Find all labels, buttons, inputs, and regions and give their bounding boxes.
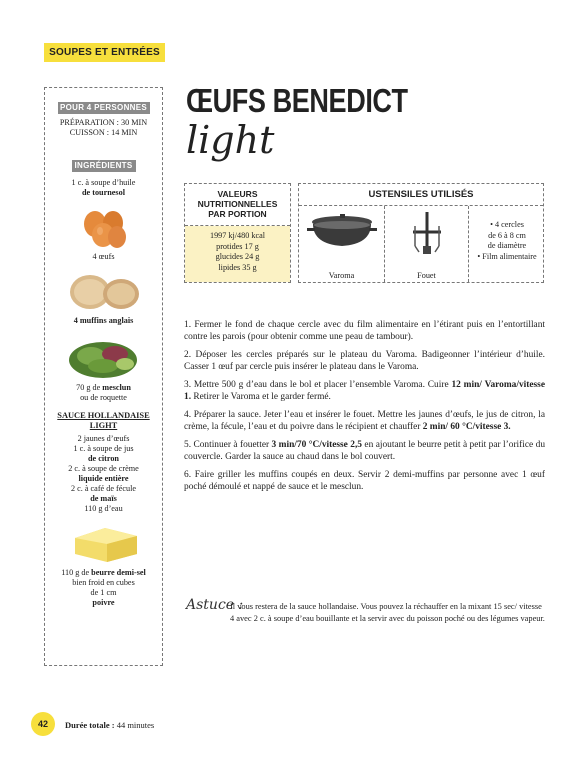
step-3 — [184, 379, 545, 403]
utensil-note-line3: de diamètre — [487, 241, 527, 250]
prep-time: PRÉPARATION : 30 MIN — [59, 118, 148, 127]
nutrition-header — [185, 184, 290, 226]
butter-line1 — [45, 568, 162, 578]
step-4-text: 4. Préparer la sauce. Jeter l’eau et insérer le fouet. Mettre les jaunes d’œufs, le jus de citron, la crème, la fécule, l’eau et du poivre dans le récipient et chauffer — [184, 410, 545, 432]
sauce-line6: 2 c. à café de fécule — [71, 484, 136, 493]
varoma-label: Varoma — [328, 271, 355, 280]
sauce-line2: 1 c. à soupe de jus — [73, 444, 134, 453]
nutrition-header-line2: NUTRITIONNELLES — [197, 199, 278, 209]
step-4-setting: 2 min/ 60 °C/vitesse 3. — [422, 422, 511, 432]
ingredients-badge: INGRÉDIENTS — [72, 160, 136, 172]
nutrition-protein: protides 17 g — [216, 241, 259, 251]
varoma-image — [299, 208, 385, 268]
butter-image — [45, 520, 162, 566]
utensil-note-line4: • Film alimentaire — [477, 251, 537, 261]
ingredient-eggs: 4 œufs — [92, 252, 115, 261]
fouet-label: Fouet — [417, 271, 436, 280]
cook-time: CUISSON : 14 MIN — [69, 128, 138, 137]
sauce-line7: de maïs — [90, 494, 117, 503]
step-6 — [184, 469, 545, 493]
sauce-line4: 2 c. à soupe de crème — [68, 464, 139, 473]
step-5-text-end: en ajoutant le beurre petit à petit par l’orifice du couvercle. Garder la sauce au chaud dans le bol couvert. — [184, 440, 546, 462]
nutrition-header-line3: PAR PORTION — [208, 209, 267, 219]
astuce-label: Astuce : — [186, 597, 244, 613]
ingredient-muffins: 4 muffins anglais — [73, 316, 134, 325]
muffins-image — [45, 270, 162, 314]
section-tag: SOUPES ET ENTRÉES — [44, 43, 165, 62]
step-1 — [184, 319, 545, 343]
sauce-line5: liquide entière — [78, 474, 129, 483]
astuce-text: Il vous restera de la sauce hollandaise. Vous pouvez la réchauffer en la mixant 15 sec/ vitesse 4 avec 2 c. à soupe d’eau bouillante et la servir avec du poisson poché ou des légumes vapeur. — [230, 602, 545, 623]
step-3-text-end: Retirer le Varoma et le garder fermé. — [191, 392, 331, 402]
mesclun-qty: 70 g de — [76, 383, 103, 392]
servings-badge: POUR 4 PERSONNES — [58, 102, 150, 114]
step-4 — [184, 409, 545, 433]
step-6-text: 6. Faire griller les muffins coupés en deux. Servir 2 demi-muffins par personne avec 1 œuf poché démoulé et nappé de sauce et le mesclun. — [184, 470, 545, 492]
total-duration — [65, 720, 154, 730]
butter-qty: 110 g de — [61, 568, 92, 577]
step-3-setting: 12 min/ Varoma/vitesse 1. — [184, 380, 545, 402]
nutrition-energy: 1997 kj/480 kcal — [209, 231, 266, 240]
sauce-line8: 110 g d’eau — [84, 504, 123, 513]
utensil-note-line1: • 4 cercles — [490, 220, 524, 229]
step-5-setting: 3 min/70 °C/vitesse 2,5 — [271, 440, 362, 450]
whisk-image — [385, 208, 469, 268]
nutrition-header-line1: VALEURS — [217, 189, 258, 199]
utensils-box — [298, 183, 544, 283]
recipe-steps — [184, 319, 545, 499]
mesclun-name: mesclun — [102, 383, 131, 392]
utensil-fouet — [385, 206, 469, 282]
sauce-line1: 2 jaunes d’œufs — [77, 434, 130, 443]
duration-label: Durée totale : — [65, 720, 115, 730]
butter-line4: poivre — [92, 598, 115, 607]
eggs-image — [45, 204, 162, 250]
ingredient-oil-line2: de tournesol — [82, 188, 125, 197]
utensils-header: USTENSILES UTILISÉS — [299, 184, 543, 206]
recipe-title: ŒUFS BENEDICT — [186, 82, 408, 119]
page-number: 42 — [31, 712, 55, 736]
utensil-note-line2: de 6 à 8 cm — [488, 230, 526, 240]
recipe-subtitle: light — [186, 118, 275, 162]
sauce-line3: de citron — [87, 454, 119, 463]
utensil-varoma — [299, 206, 385, 282]
step-1-text: 1. Fermer le fond de chaque cercle avec du film alimentaire en l’étirant puis en l’entortillant contre les parois (pour obtenir comme une peau de tambour). — [184, 320, 545, 342]
step-5 — [184, 439, 545, 463]
sauce-title-line1: SAUCE HOLLANDAISE — [57, 411, 150, 420]
ingredient-oil-line1: 1 c. à soupe d’huile — [71, 178, 136, 187]
nutrition-fat: lipides 35 g — [218, 262, 257, 272]
step-3-text: 3. Mettre 500 g d’eau dans le bol et placer l’ensemble Varoma. Cuire — [184, 380, 452, 390]
ingredient-mesclun-line1 — [45, 383, 162, 393]
butter-name: beurre demi-sel — [91, 568, 146, 577]
mesclun-image — [45, 334, 162, 382]
ingredient-mesclun-line2: ou de roquette — [80, 393, 127, 402]
nutrition-carbs: glucides 24 g — [215, 252, 260, 261]
sauce-title-line2: LIGHT — [89, 421, 118, 430]
nutrition-box — [184, 183, 291, 283]
utensils-notes — [469, 220, 545, 262]
duration-value: 44 minutes — [114, 720, 155, 730]
ingredients-sidebar — [44, 87, 163, 666]
nutrition-values — [185, 226, 290, 282]
step-2 — [184, 349, 545, 373]
butter-line3: de 1 cm — [90, 588, 117, 597]
step-5-text: 5. Continuer à fouetter — [184, 440, 272, 450]
butter-line2: bien froid en cubes — [72, 578, 135, 587]
step-2-text: 2. Déposer les cercles préparés sur le plateau du Varoma. Badigeonner l’intérieur d’huile. Casser 1 œuf par cercle puis insérer le plateau dans le Varoma. — [184, 350, 545, 372]
